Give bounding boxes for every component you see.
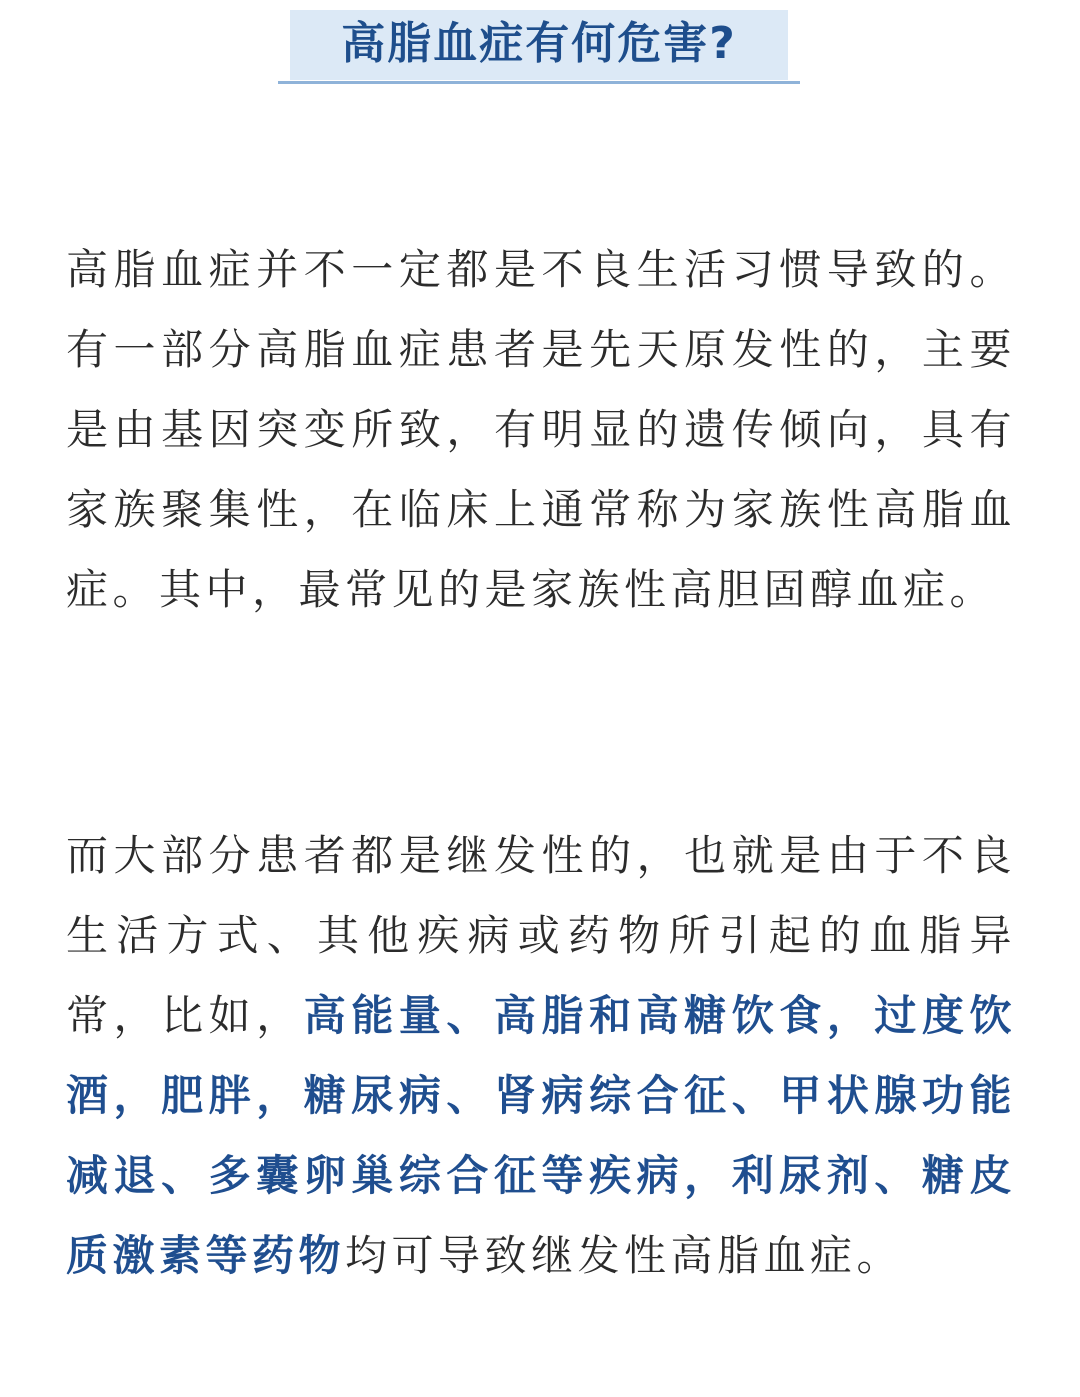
page-title: 高脂血症有何危害? [341,18,737,69]
section-title-banner [278,0,800,86]
highlighted-causes-text: 高能量、高脂和高糖饮食，过度饮酒，肥胖，糖尿病、肾病综合征、甲状腺功能减退、多囊卵巢综合征等疾病，利尿剂、糖皮质激素等药物 [66,991,1016,1280]
paragraph-primary-hyperlipidemia: 高脂血症并不一定都是不良生活习惯导致的。有一部分高脂血症患者是先天原发性的，主要是由基因突变所致，有明显的遗传倾向，具有家族聚集性，在临床上通常称为家族性高脂血症。其中，最常见的是家族性高胆固醇血症。 [66,245,1016,614]
title-underline-divider [278,81,800,84]
paragraph-lead-text: 而大部分患者都是继发性的，也就是由于不良生活方式、其他疾病或药物所引起的血脂异常，比如， [66,831,1016,1040]
paragraph-tail-text: 均可导致继发性高脂血症。 [345,1231,904,1280]
paragraph-secondary-hyperlipidemia [66,816,1016,1296]
